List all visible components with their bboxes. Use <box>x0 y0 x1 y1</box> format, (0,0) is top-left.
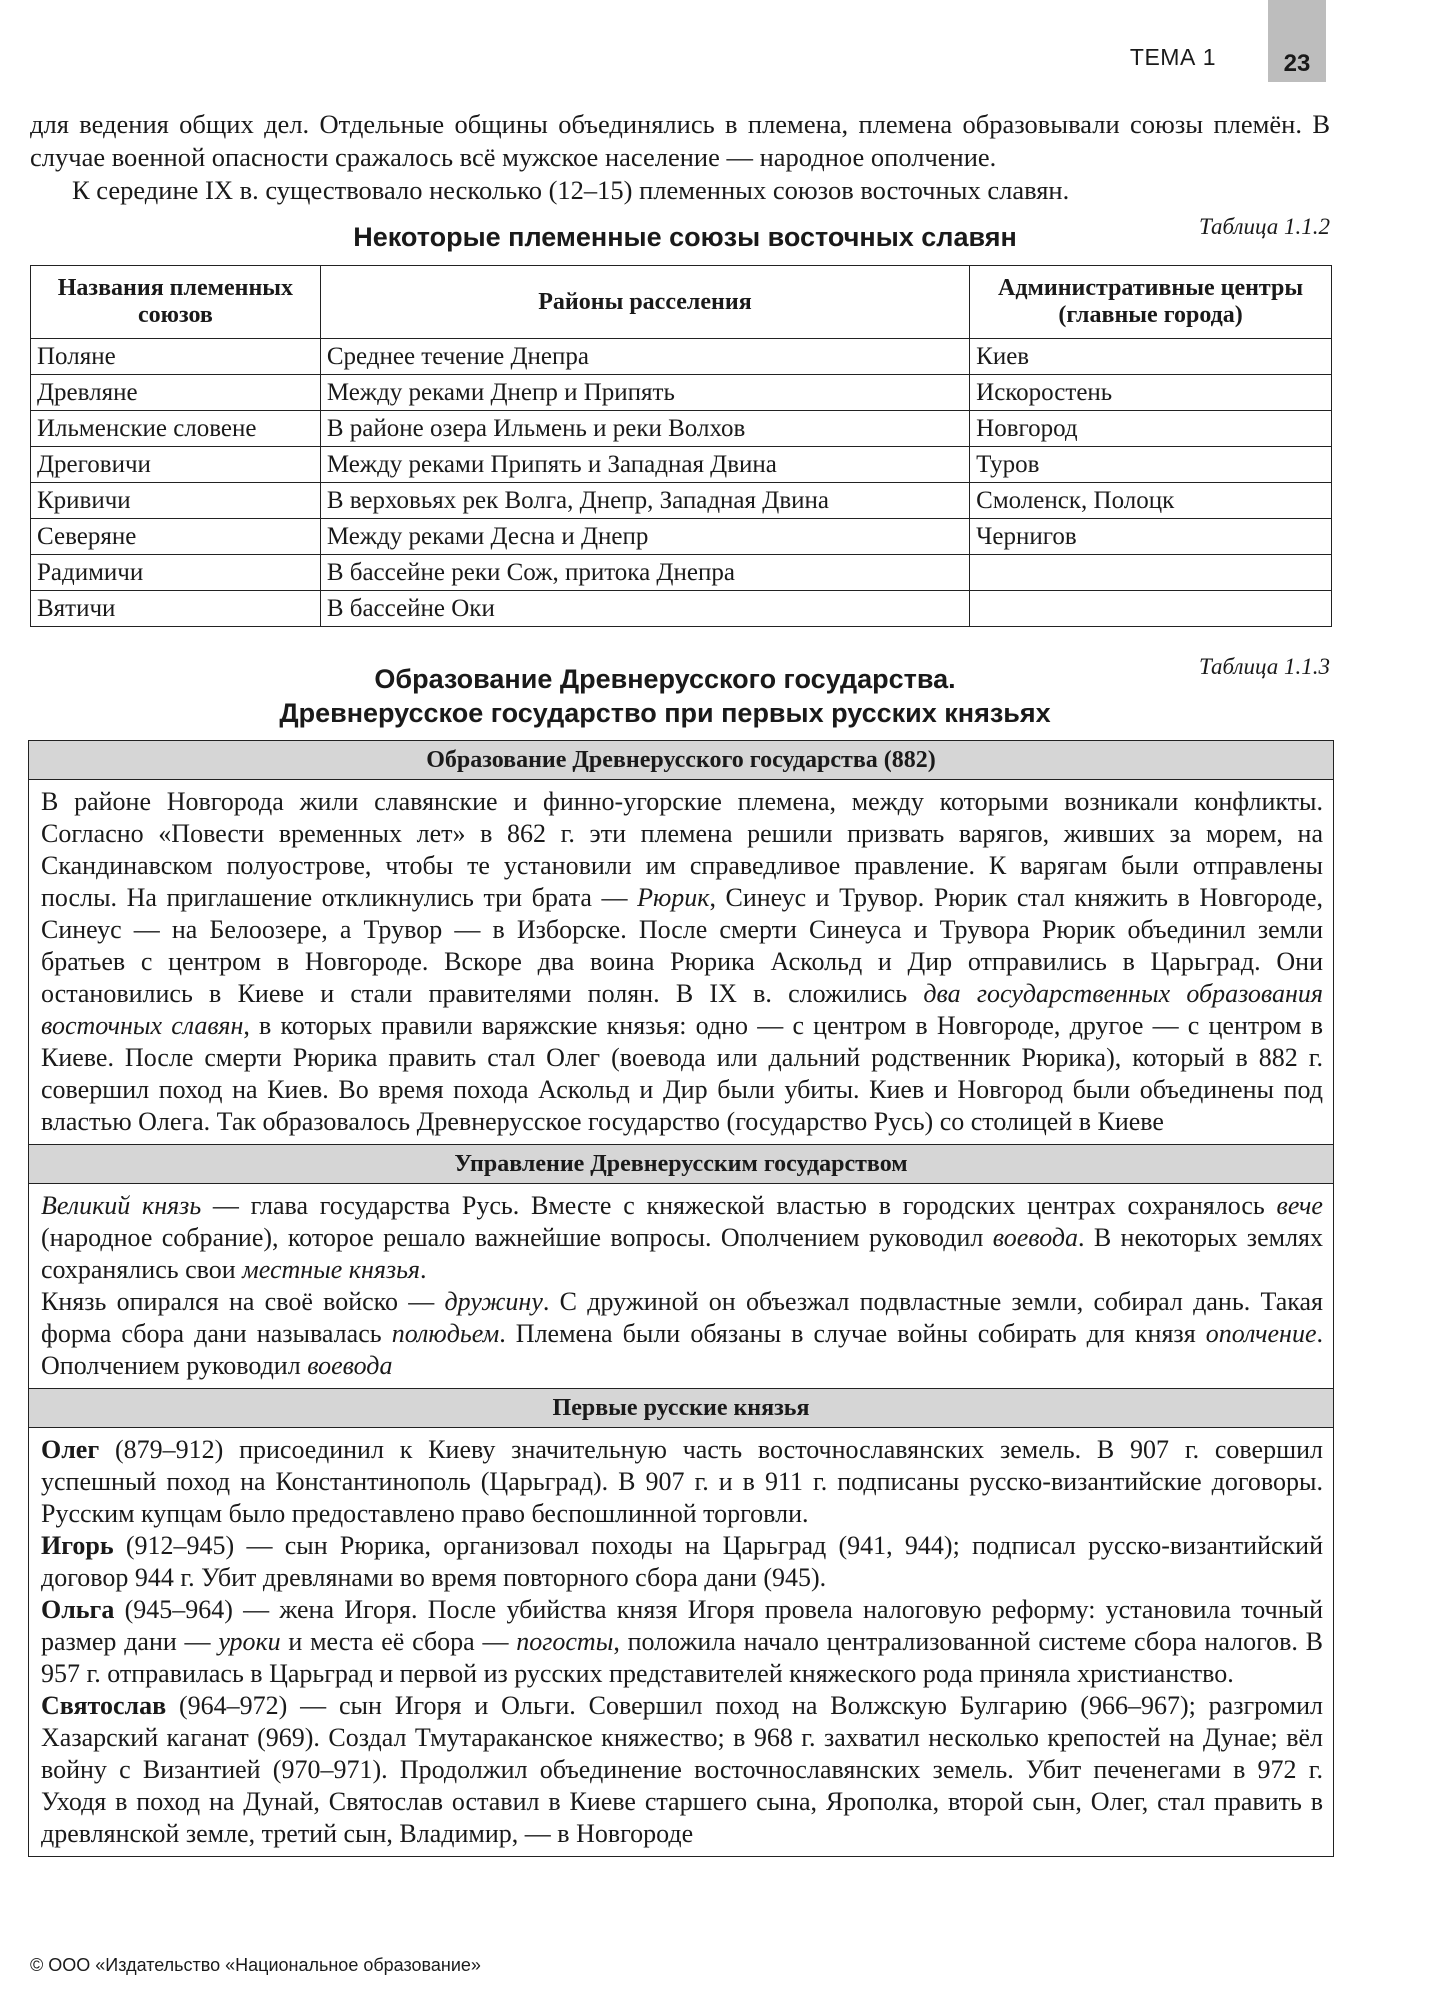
emphasis: уроки <box>218 1627 281 1656</box>
table-row <box>31 483 1332 519</box>
prince-name: Игорь <box>41 1531 114 1560</box>
table-2-title-line-2: Древнерусское государство при первых русских князьях <box>279 698 1051 728</box>
tribe-center: Смоленск, Полоцк <box>970 483 1332 519</box>
text-span: — глава государства Русь. Вместе с княжеской властью в городских центрах сохранялось <box>201 1191 1277 1220</box>
tribe-center: Новгород <box>970 411 1332 447</box>
emphasis: полюдьем <box>391 1319 500 1348</box>
table-2-title-line-1: Образование Древнерусского государства. <box>374 664 956 694</box>
tribe-region: В верховьях рек Волга, Днепр, Западная Двина <box>320 483 969 519</box>
text-span: . Ополчением руководил <box>41 1319 1323 1380</box>
prince-name: Ольга <box>41 1595 115 1624</box>
text-span: (945–964) — жена Игоря. После убийства князя Игоря провела налоговую реформу: установила точный размер дани — <box>41 1595 1323 1656</box>
table-2-title <box>240 662 1090 730</box>
tribe-name: Древляне <box>31 375 321 411</box>
table-row <box>31 519 1332 555</box>
emphasis: погосты <box>516 1627 614 1656</box>
prince-svyatoslav <box>41 1690 1323 1850</box>
tribe-name: Дреговичи <box>31 447 321 483</box>
text-span: , в которых правили варяжские князья: одно — с центром в Новгороде, другое — с центром в Киеве. После смерти Рюрика править стал Олег (воевода или дальний родственник Рюрика), который в 882 г. совершил поход на Киев. Во время похода Аскольд и Дир были убиты. Киев и Новгород были объединены под властью Олега. Так образовалось Древнерусское государство (государство Русь) со столицей в Киеве <box>41 1011 1323 1136</box>
text-span: . В некоторых землях сохранялись свои <box>41 1223 1324 1284</box>
tribe-center <box>970 591 1332 627</box>
text-span: (879–912) присоединил к Киеву значительную часть восточнославянских земель. В 907 г. совершил успешный поход на Константинополь (Царьград). В 907 г. и в 911 г. подписаны русско-византийские договоры. Русским купцам было предоставлено право беспошлинной торговли. <box>41 1435 1323 1528</box>
text-span: (народное собрание), которое решало важнейшие вопросы. Ополчением руководил <box>41 1223 993 1252</box>
table-1-title: Некоторые племенные союзы восточных славян <box>353 222 1017 252</box>
tribes-table <box>30 265 1332 627</box>
tribe-center: Туров <box>970 447 1332 483</box>
emphasis: ополчение <box>1205 1319 1317 1348</box>
copyright-footer: © ООО «Издательство «Национальное образование» <box>30 1955 481 1975</box>
text-span: (912–945) — сын Рюрика, организовал походы на Царьград (941, 944); подписал русско-византийский договор 944 г. Убит древлянами во время повторного сбора дани (945). <box>41 1531 1323 1592</box>
tribe-region: В бассейне Оки <box>320 591 969 627</box>
government-text-1 <box>41 1190 1323 1286</box>
section-body-formation <box>29 780 1333 1145</box>
table-row <box>31 555 1332 591</box>
emphasis: воевода <box>307 1351 393 1380</box>
table-row <box>31 411 1332 447</box>
state-formation-table <box>28 740 1334 1857</box>
emphasis: воевода <box>992 1223 1079 1252</box>
tribe-name: Радимичи <box>31 555 321 591</box>
tribe-center: Чернигов <box>970 519 1332 555</box>
running-header <box>1130 44 1238 71</box>
section-heading-government: Управление Древнерусским государством <box>29 1145 1333 1184</box>
header-region: Районы расселения <box>320 266 969 339</box>
header-tribe-name: Названия племенных союзов <box>31 266 321 339</box>
text-span: . <box>420 1255 427 1284</box>
table-1-caption: Таблица 1.1.2 <box>1198 214 1330 239</box>
table-row <box>31 591 1332 627</box>
table-row <box>31 375 1332 411</box>
emphasis: два государственных образования восточных славян <box>41 979 1323 1040</box>
text-span: (964–972) — сын Игоря и Ольги. Совершил поход на Волжскую Булгарию (966–967); разгромил Хазарский каганат (969). Создал Тмутараканское княжество; в 968 г. захватил несколько крепостей на Дунае; вёл войну с Византией (970–971). Продолжил объединение восточнославянских земель. Убит печенегами в 972 г. Уходя в поход на Дунай, Святослав оставил в Киеве старшего сына, Ярополка, второй сын, Олег, стал править в древлянской земле, третий сын, Владимир, — в Новгороде <box>41 1691 1323 1848</box>
tribe-region: Между реками Десна и Днепр <box>320 519 969 555</box>
tribe-name: Вятичи <box>31 591 321 627</box>
text-span: . Племена были обязаны в случае войны собирать для князя <box>499 1319 1206 1348</box>
emphasis: вече <box>1276 1191 1323 1220</box>
tribe-region: Среднее течение Днепра <box>320 339 969 375</box>
tribe-region: Между реками Припять и Западная Двина <box>320 447 969 483</box>
tribe-name: Ильменские словене <box>31 411 321 447</box>
tribe-region: В районе озера Ильмень и реки Волхов <box>320 411 969 447</box>
tribe-center: Киев <box>970 339 1332 375</box>
prince-name: Святослав <box>41 1691 167 1720</box>
table-header-row <box>31 266 1332 339</box>
tribe-name: Поляне <box>31 339 321 375</box>
section-body-government <box>29 1184 1333 1389</box>
emphasis: местные князья <box>242 1255 421 1284</box>
emphasis: Великий князь <box>41 1191 202 1220</box>
princess-olga <box>41 1594 1323 1690</box>
text-span: Князь опирался на своё войско — <box>41 1287 445 1316</box>
prince-oleg <box>41 1434 1323 1530</box>
intro-paragraph-2: К середине IX в. существовало несколько (12–15) племенных союзов восточных славян. <box>72 175 1070 205</box>
section-heading-formation: Образование Древнерусского государства (882) <box>29 741 1333 780</box>
emphasis: Рюрик <box>637 883 710 912</box>
tribe-center: Искоростень <box>970 375 1332 411</box>
table-row <box>31 339 1332 375</box>
prince-igor <box>41 1530 1323 1594</box>
text-span: , положила начало централизованной системе сбора налогов. В 957 г. отправилась в Царьград и первой из русских представителей княжеского рода приняла христианство. <box>41 1627 1323 1688</box>
formation-text <box>41 786 1323 1138</box>
text-span: В районе Новгорода жили славянские и финно-угорские племена, между которыми возникали конфликты. Согласно «Повести временных лет» в 862 г. эти племена решили призвать варягов, живших за морем, на Скандинавском полуострове, чтобы те установили им справедливое правление. К варягам были отправлены послы. На приглашение откликнулись три брата — <box>41 787 1323 912</box>
prince-name: Олег <box>41 1435 100 1464</box>
tribe-name: Северяне <box>31 519 321 555</box>
emphasis: дружину <box>444 1287 543 1316</box>
text-span: и места её сбора — <box>280 1627 517 1656</box>
intro-paragraph-1: для ведения общих дел. Отдельные общины объединялись в племена, племена образовывали союзы племён. В случае военной опасности сражалось всё мужское население — народное ополчение. <box>30 109 1330 172</box>
theme-label: ТЕМА 1 <box>1129 44 1216 70</box>
header-centers: Административные центры (главные города) <box>970 266 1332 339</box>
section-body-princes <box>29 1428 1333 1856</box>
tribe-region: Между реками Днепр и Припять <box>320 375 969 411</box>
page-number: 23 <box>1268 0 1326 82</box>
section-heading-princes: Первые русские князья <box>29 1389 1333 1428</box>
table-row <box>31 447 1332 483</box>
text-span: , Синеус и Трувор. Рюрик стал княжить в Новгороде, Синеус — на Белоозере, а Трувор — в Изборске. После смерти Синеуса и Трувора Рюрик объединил земли братьев с центром в Новгороде. Вскоре два воина Рюрика Аскольд и Дир отправились в Царьград. Они остановились в Киеве и стали правителями полян. В IX в. сложились <box>41 883 1323 1008</box>
text-span: . С дружиной он объезжал подвластные земли, собирал дань. Такая форма сбора дани называлась <box>41 1287 1323 1348</box>
tribe-center <box>970 555 1332 591</box>
table-2-caption: Таблица 1.1.3 <box>1198 654 1330 679</box>
tribe-region: В бассейне реки Сож, притока Днепра <box>320 555 969 591</box>
government-text-2 <box>41 1286 1323 1382</box>
tribe-name: Кривичи <box>31 483 321 519</box>
intro-text <box>30 108 1330 207</box>
